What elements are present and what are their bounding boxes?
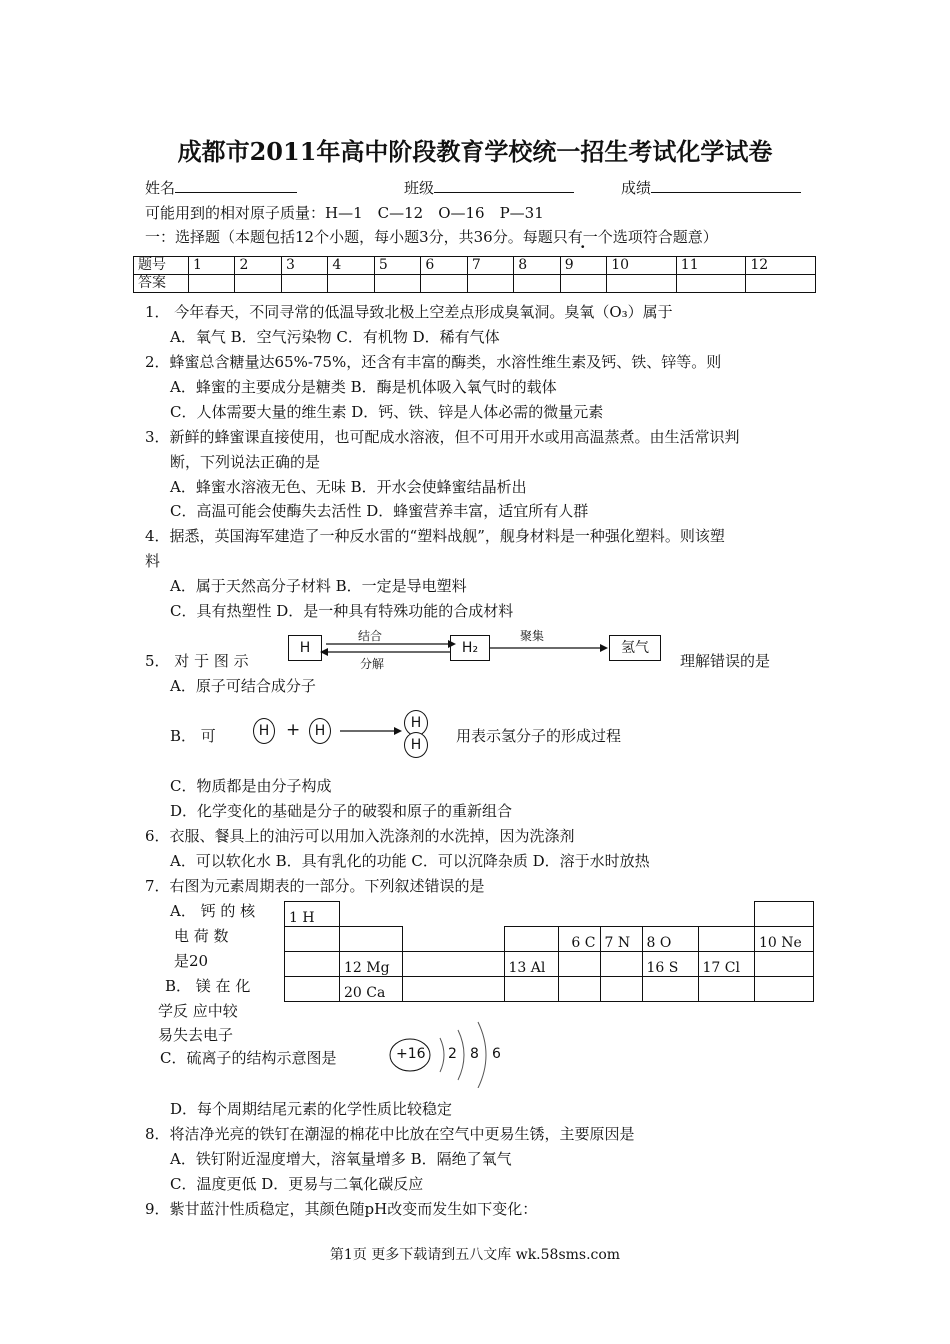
q2-stem: 2．蜂蜜总含糖量达65%-75%，还含有丰富的酶类，水溶性维生素及钙、铁、锌等。则 [145,353,722,371]
ion-shell-2: 8 [470,1046,479,1062]
element-cl: 17 Cl [698,952,755,977]
q5-option-b-suffix: 用表示氢分子的形成过程 [456,727,622,745]
answer-cell[interactable] [467,275,513,293]
q5-suffix: 理解错误的是 [680,652,771,670]
q1-stem: 1． 今年春天，不同寻常的低温导致北极上空差点形成臭氧洞。臭氧（O₃）属于 [145,303,673,321]
answer-cell[interactable] [676,275,746,293]
q4-options-ab: A．属于天然高分子材料 B．一定是导电塑料 [170,577,467,595]
answer-table-row-numbers [134,257,816,275]
q5-option-d: D．化学变化的基础是分子的破裂和原子的重新组合 [170,802,513,820]
q7-stem: 7．右图为元素周期表的一部分。下列叙述错误的是 [145,877,485,895]
element-o: 8 O [642,927,698,952]
ion-shell-3: 6 [492,1046,501,1062]
q3-options-ab: A．蜂蜜水溶液无色、无味 B．开水会使蜂蜜结晶析出 [170,478,527,496]
q7-option-d: D．每个周期结尾元素的化学性质比较稳定 [170,1100,453,1118]
table-cell: 11 [676,257,746,275]
q3-stem-2: 断，下列说法正确的是 [170,453,321,471]
table-cell: 2 [235,257,281,275]
q6-options: A．可以软化水 B．具有乳化的功能 C．可以沉降杂质 D．溶于水时放热 [170,852,650,870]
table-cell: 3 [281,257,327,275]
table-label-answer: 答案 [134,275,189,293]
section-emphasis: 只有一个 [552,228,613,246]
answer-cell[interactable] [421,275,467,293]
q4-stem-2: 料 [145,552,161,570]
q5-option-b-prefix: B． 可 [170,727,216,745]
q5-option-a: A．原子可结合成分子 [170,677,316,695]
atomic-mass-line: 可能用到的相对原子质量：H—1 C—12 O—16 P—31 [145,204,544,222]
answer-cell[interactable] [235,275,281,293]
element-c: 6 C [558,927,600,952]
plus-sign: + [286,720,301,740]
section-tail: 选项符合题意） [612,228,718,246]
q1-options: A．氧气 B．空气污染物 C．有机物 D．稀有气体 [170,328,500,346]
q4-stem-1: 4．据悉，英国海军建造了一种反水雷的“塑料战舰”，舰身材料是一种强化塑料。则该塑 [145,527,725,545]
q7-option-a-2: 电 荷 数 [174,927,229,945]
ion-shell-1: 2 [448,1046,457,1062]
table-cell: 10 [607,257,677,275]
answer-cell[interactable] [746,275,816,293]
table-cell: 1 [189,257,235,275]
h2-molecule-atom-bottom: H [404,732,428,758]
element-al: 13 Al [504,952,558,977]
score-label: 成绩 [621,179,652,197]
name-field [145,177,297,198]
class-label: 班级 [404,179,435,197]
element-h: 1 H [285,902,340,927]
q6-stem: 6．衣服、餐具上的油污可以用加入洗涤剂的水洗掉，因为洗涤剂 [145,827,575,845]
answer-cell[interactable] [374,275,420,293]
element-mg: 12 Mg [340,952,403,977]
score-field [621,177,801,198]
table-cell: 6 [421,257,467,275]
section-intro: 一：选择题（本题包括12个小题，每小题3分，共36分。每题 [145,228,553,246]
flow-box-hydrogen-gas: 氢气 [609,635,661,661]
class-field [404,177,574,198]
answer-table-row-answers [134,275,816,293]
table-cell: 12 [746,257,816,275]
reaction-arrow-icon [340,724,402,738]
page-title: 成都市2011年高中阶段教育学校统一招生考试化学试卷 [177,137,773,166]
table-cell: 9 [560,257,606,275]
table-cell: 8 [514,257,560,275]
answer-cell[interactable] [514,275,560,293]
q2-options-ab: A．蜂蜜的主要成分是糖类 B．酶是机体吸入氧气时的载体 [170,378,557,396]
answer-cell[interactable] [328,275,374,293]
q3-stem-1: 3．新鲜的蜂蜜课直接使用，也可配成水溶液，但不可用开水或用高温蒸煮。由生活常识判 [145,428,740,446]
element-ne: 10 Ne [755,927,814,952]
table-cell: 7 [467,257,513,275]
score-blank[interactable] [651,178,801,193]
flow-box-h: H [288,635,322,661]
q7-option-c: C．硫离子的结构示意图是 [160,1049,337,1067]
q4-options-cd: C．具有热塑性 D．是一种具有特殊功能的合成材料 [170,602,514,620]
ion-nucleus: +16 [396,1046,426,1062]
answer-cell[interactable] [560,275,606,293]
table-label-number: 题号 [134,257,189,275]
element-ca: 20 Ca [340,977,403,1002]
page-footer: 第1页 更多下载请到五八文库 wk.58sms.com [329,1247,621,1263]
label-split: 分解 [360,657,385,671]
q5-option-c: C．物质都是由分子构成 [170,777,332,795]
element-n: 7 N [600,927,642,952]
table-cell: 5 [374,257,420,275]
hydrogen-atom-1: H [253,718,275,744]
q5-prefix: 5． 对 于 图 示 [145,652,249,670]
q8-options-ab: A．铁钉附近湿度增大，溶氧量增多 B．隔绝了氧气 [170,1150,512,1168]
name-blank[interactable] [175,178,297,193]
q7-option-b-3: 易失去电子 [158,1026,234,1044]
element-s: 16 S [642,952,698,977]
label-combine: 结合 [358,629,383,643]
q2-options-cd: C．人体需要大量的维生素 D．钙、铁、锌是人体必需的微量元素 [170,403,604,421]
table-cell: 4 [328,257,374,275]
q8-stem: 8．将洁净光亮的铁钉在潮湿的棉花中比放在空气中更易生锈，主要原因是 [145,1125,635,1143]
class-blank[interactable] [434,178,574,193]
q7-option-b-2: 学反 应中较 [158,1002,238,1020]
periodic-table [284,901,814,1002]
h2-molecule-atom-top: H [404,710,428,736]
q7-option-a-1: A． 钙 的 核 [170,902,256,920]
name-label: 姓名 [145,179,176,197]
answer-table [133,256,816,293]
label-gather: 聚集 [520,629,545,643]
q8-options-cd: C．温度更低 D．更易与二氧化碳反应 [170,1175,424,1193]
q3-options-cd: C．高温可能会使酶失去活性 D．蜂蜜营养丰富，适宜所有人群 [170,502,589,520]
element-ne-period1 [755,902,814,927]
answer-cell[interactable] [607,275,677,293]
hydrogen-atom-2: H [309,718,331,744]
q7-option-a-3: 是20 [174,952,209,970]
section-instructions [145,226,718,247]
q7-option-b-1: B． 镁 在 化 [165,977,251,995]
answer-cell[interactable] [189,275,235,293]
q9-stem: 9．紫甘蓝汁性质稳定，其颜色随pH改变而发生如下变化： [145,1200,538,1218]
answer-cell[interactable] [281,275,327,293]
flow-box-h2: H₂ [450,635,490,661]
